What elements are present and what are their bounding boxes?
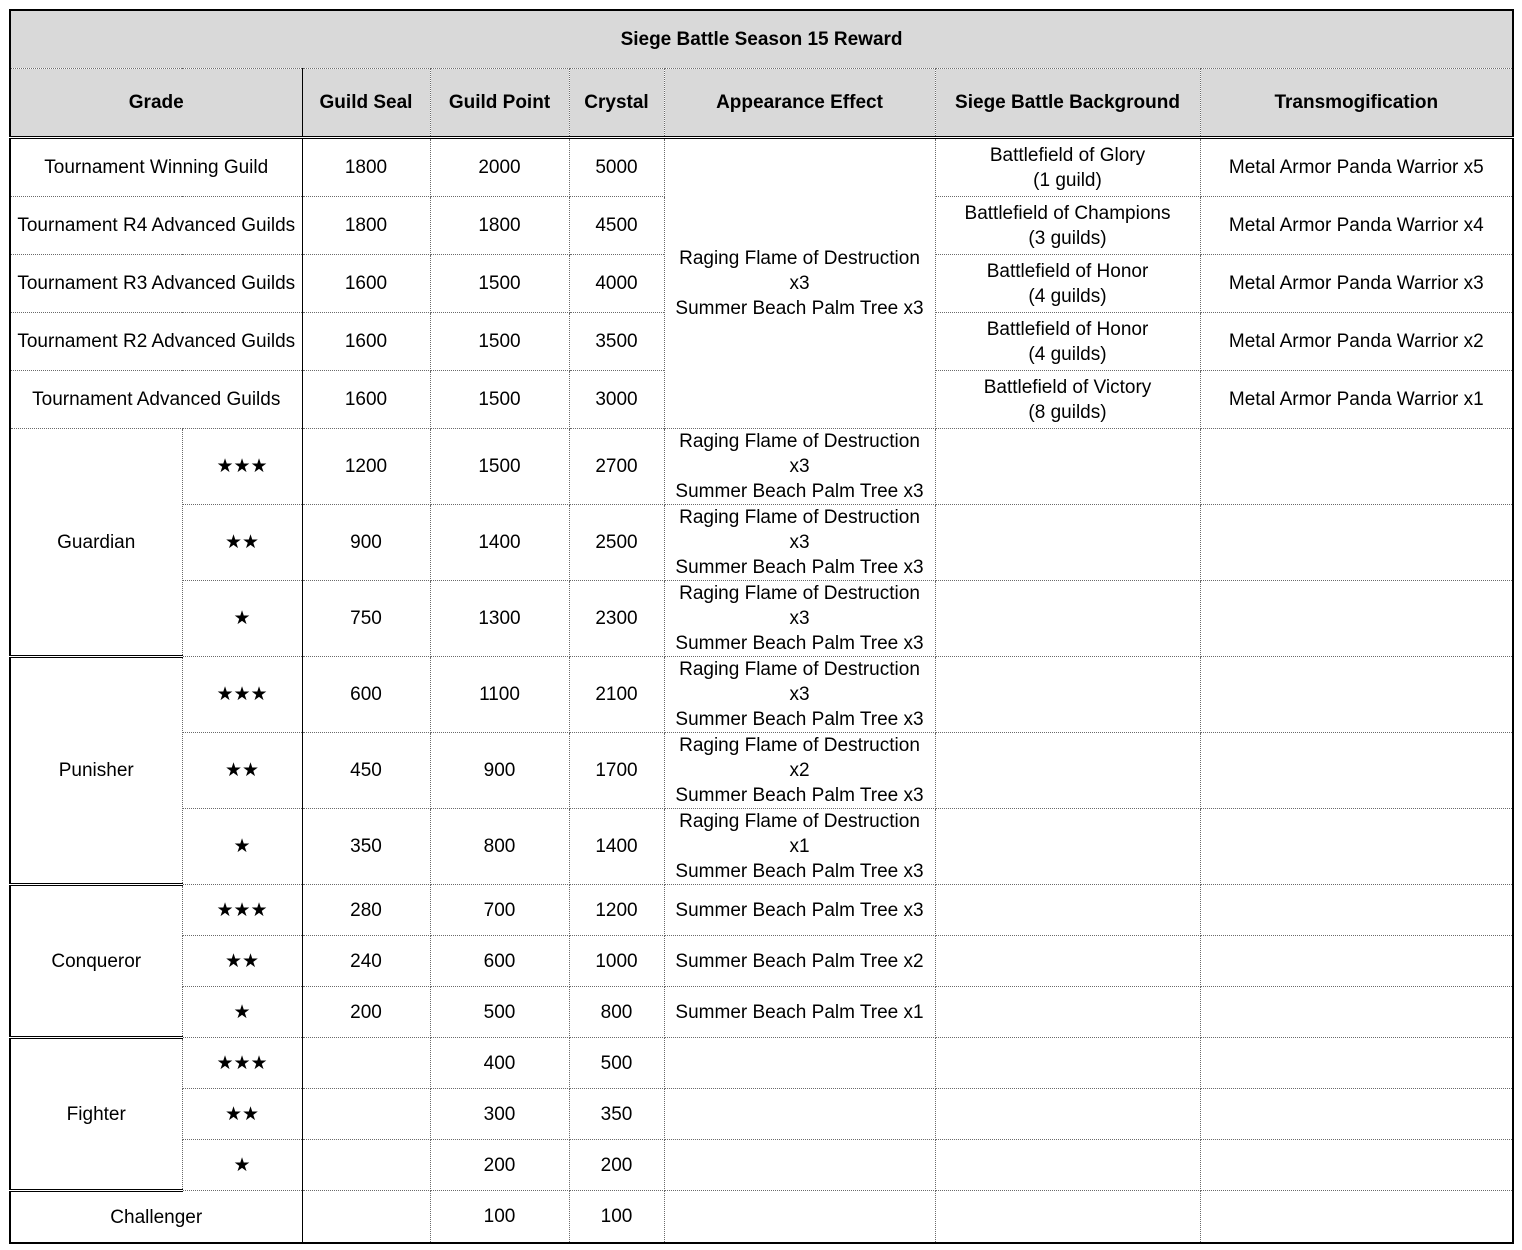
appearance-effect-cell [664,1038,935,1089]
table-row [10,505,1513,581]
crystal-cell: 2100 [569,657,664,733]
guild-point-cell: 2000 [430,138,569,197]
transmog-cell: Metal Armor Panda Warrior x1 [1200,371,1513,429]
group-name-conqueror: Conqueror [10,885,182,1038]
header-siege-battle-background: Siege Battle Background [935,69,1200,138]
crystal-cell: 3000 [569,371,664,429]
guild-point-cell: 1300 [430,581,569,657]
background-cell: Battlefield of Glory (1 guild) [935,138,1200,197]
background-cell: Battlefield of Champions (3 guilds) [935,197,1200,255]
crystal-cell: 2700 [569,429,664,505]
guild-point-cell: 700 [430,885,569,936]
background-cell [935,733,1200,809]
table-row [10,936,1513,987]
guild-point-cell: 200 [430,1140,569,1191]
crystal-cell: 3500 [569,313,664,371]
guild-seal-cell: 200 [302,987,430,1038]
appearance-effect-cell: Raging Flame of Destruction x3 Summer Beach Palm Tree x3 [664,429,935,505]
guild-seal-cell: 280 [302,885,430,936]
table-row [10,987,1513,1038]
star-rating: ★★ [182,1089,302,1140]
appearance-effect-cell: Raging Flame of Destruction x3 Summer Beach Palm Tree x3 [664,505,935,581]
transmog-cell [1200,581,1513,657]
transmog-cell [1200,987,1513,1038]
guild-point-cell: 400 [430,1038,569,1089]
table-row [10,1191,1513,1244]
background-cell [935,429,1200,505]
crystal-cell: 1000 [569,936,664,987]
appearance-effect-cell: Summer Beach Palm Tree x3 [664,885,935,936]
table-row [10,885,1513,936]
transmog-cell [1200,936,1513,987]
star-rating: ★★ [182,733,302,809]
background-cell [935,936,1200,987]
star-rating: ★ [182,987,302,1038]
crystal-cell: 4000 [569,255,664,313]
appearance-effect-cell: Summer Beach Palm Tree x2 [664,936,935,987]
guild-seal-cell [302,1038,430,1089]
appearance-effect-cell: Raging Flame of Destruction x2 Summer Beach Palm Tree x3 [664,733,935,809]
crystal-cell: 200 [569,1140,664,1191]
table-row [10,657,1513,733]
transmog-cell: Metal Armor Panda Warrior x3 [1200,255,1513,313]
table-row [10,1089,1513,1140]
guild-point-cell: 1500 [430,429,569,505]
grade-cell-challenger: Challenger [10,1191,302,1244]
star-rating: ★ [182,581,302,657]
background-cell [935,987,1200,1038]
guild-seal-cell [302,1140,430,1191]
transmog-cell [1200,657,1513,733]
guild-seal-cell [302,1089,430,1140]
background-cell: Battlefield of Victory (8 guilds) [935,371,1200,429]
transmog-cell [1200,885,1513,936]
transmog-cell [1200,1191,1513,1244]
crystal-cell: 2300 [569,581,664,657]
star-rating: ★★★ [182,429,302,505]
guild-point-cell: 1500 [430,371,569,429]
guild-point-cell: 1400 [430,505,569,581]
crystal-cell: 1700 [569,733,664,809]
crystal-cell: 2500 [569,505,664,581]
guild-seal-cell: 600 [302,657,430,733]
guild-point-cell: 100 [430,1191,569,1244]
header-appearance-effect: Appearance Effect [664,69,935,138]
background-cell: Battlefield of Honor (4 guilds) [935,313,1200,371]
crystal-cell: 4500 [569,197,664,255]
header-guild-seal: Guild Seal [302,69,430,138]
background-cell [935,657,1200,733]
transmog-cell [1200,1089,1513,1140]
guild-seal-cell: 1800 [302,197,430,255]
background-cell [935,1140,1200,1191]
transmog-cell [1200,809,1513,885]
background-cell [935,1191,1200,1244]
season-reward-table [9,9,1514,1244]
transmog-cell: Metal Armor Panda Warrior x5 [1200,138,1513,197]
group-name-guardian: Guardian [10,429,182,657]
grade-cell: Tournament Advanced Guilds [10,371,302,429]
title-row [10,10,1513,69]
appearance-effect-cell: Raging Flame of Destruction x3 Summer Beach Palm Tree x3 [664,657,935,733]
guild-seal-cell: 1800 [302,138,430,197]
star-rating: ★ [182,1140,302,1191]
star-rating: ★★★ [182,1038,302,1089]
group-name-fighter: Fighter [10,1038,182,1191]
transmog-cell [1200,733,1513,809]
background-cell [935,1089,1200,1140]
guild-point-cell: 1100 [430,657,569,733]
background-cell [935,885,1200,936]
table-row [10,1038,1513,1089]
appearance-effect-cell [664,1140,935,1191]
crystal-cell: 1400 [569,809,664,885]
crystal-cell: 100 [569,1191,664,1244]
star-rating: ★★★ [182,885,302,936]
guild-seal-cell: 240 [302,936,430,987]
crystal-cell: 800 [569,987,664,1038]
header-row [10,69,1513,138]
appearance-effect-cell [664,1191,935,1244]
header-guild-point: Guild Point [430,69,569,138]
transmog-cell [1200,1140,1513,1191]
crystal-cell: 500 [569,1038,664,1089]
grade-cell: Tournament Winning Guild [10,138,302,197]
guild-seal-cell: 1600 [302,371,430,429]
crystal-cell: 350 [569,1089,664,1140]
guild-seal-cell: 350 [302,809,430,885]
crystal-cell: 1200 [569,885,664,936]
transmog-cell: Metal Armor Panda Warrior x4 [1200,197,1513,255]
guild-point-cell: 800 [430,809,569,885]
grade-cell: Tournament R2 Advanced Guilds [10,313,302,371]
star-rating: ★★ [182,505,302,581]
guild-point-cell: 1500 [430,313,569,371]
table-row [10,581,1513,657]
guild-point-cell: 1800 [430,197,569,255]
background-cell [935,581,1200,657]
group-name-punisher: Punisher [10,657,182,885]
background-cell [935,1038,1200,1089]
star-rating: ★ [182,809,302,885]
appearance-effect-cell: Raging Flame of Destruction x3 Summer Beach Palm Tree x3 [664,581,935,657]
grade-cell: Tournament R3 Advanced Guilds [10,255,302,313]
header-transmogrification: Transmogification [1200,69,1513,138]
appearance-effect-cell: Summer Beach Palm Tree x1 [664,987,935,1038]
appearance-effect-cell [664,1089,935,1140]
guild-point-cell: 600 [430,936,569,987]
transmog-cell [1200,1038,1513,1089]
header-crystal: Crystal [569,69,664,138]
table-row [10,138,1513,197]
guild-seal-cell: 900 [302,505,430,581]
table-row [10,733,1513,809]
guild-seal-cell: 1600 [302,313,430,371]
guild-seal-cell: 1200 [302,429,430,505]
guild-point-cell: 500 [430,987,569,1038]
table-row [10,809,1513,885]
table-title: Siege Battle Season 15 Reward [10,10,1513,69]
guild-point-cell: 300 [430,1089,569,1140]
background-cell: Battlefield of Honor (4 guilds) [935,255,1200,313]
transmog-cell [1200,429,1513,505]
guild-seal-cell: 750 [302,581,430,657]
transmog-cell: Metal Armor Panda Warrior x2 [1200,313,1513,371]
background-cell [935,505,1200,581]
grade-cell: Tournament R4 Advanced Guilds [10,197,302,255]
crystal-cell: 5000 [569,138,664,197]
transmog-cell [1200,505,1513,581]
background-cell [935,809,1200,885]
table-row [10,1140,1513,1191]
guild-point-cell: 900 [430,733,569,809]
appearance-effect-cell: Raging Flame of Destruction x1 Summer Beach Palm Tree x3 [664,809,935,885]
star-rating: ★★★ [182,657,302,733]
guild-seal-cell: 450 [302,733,430,809]
table-body [10,10,1513,1243]
guild-seal-cell: 1600 [302,255,430,313]
guild-seal-cell [302,1191,430,1244]
guild-point-cell: 1500 [430,255,569,313]
header-grade: Grade [10,69,302,138]
star-rating: ★★ [182,936,302,987]
table-row [10,429,1513,505]
appearance-effect-cell: Raging Flame of Destruction x3 Summer Beach Palm Tree x3 [664,138,935,429]
